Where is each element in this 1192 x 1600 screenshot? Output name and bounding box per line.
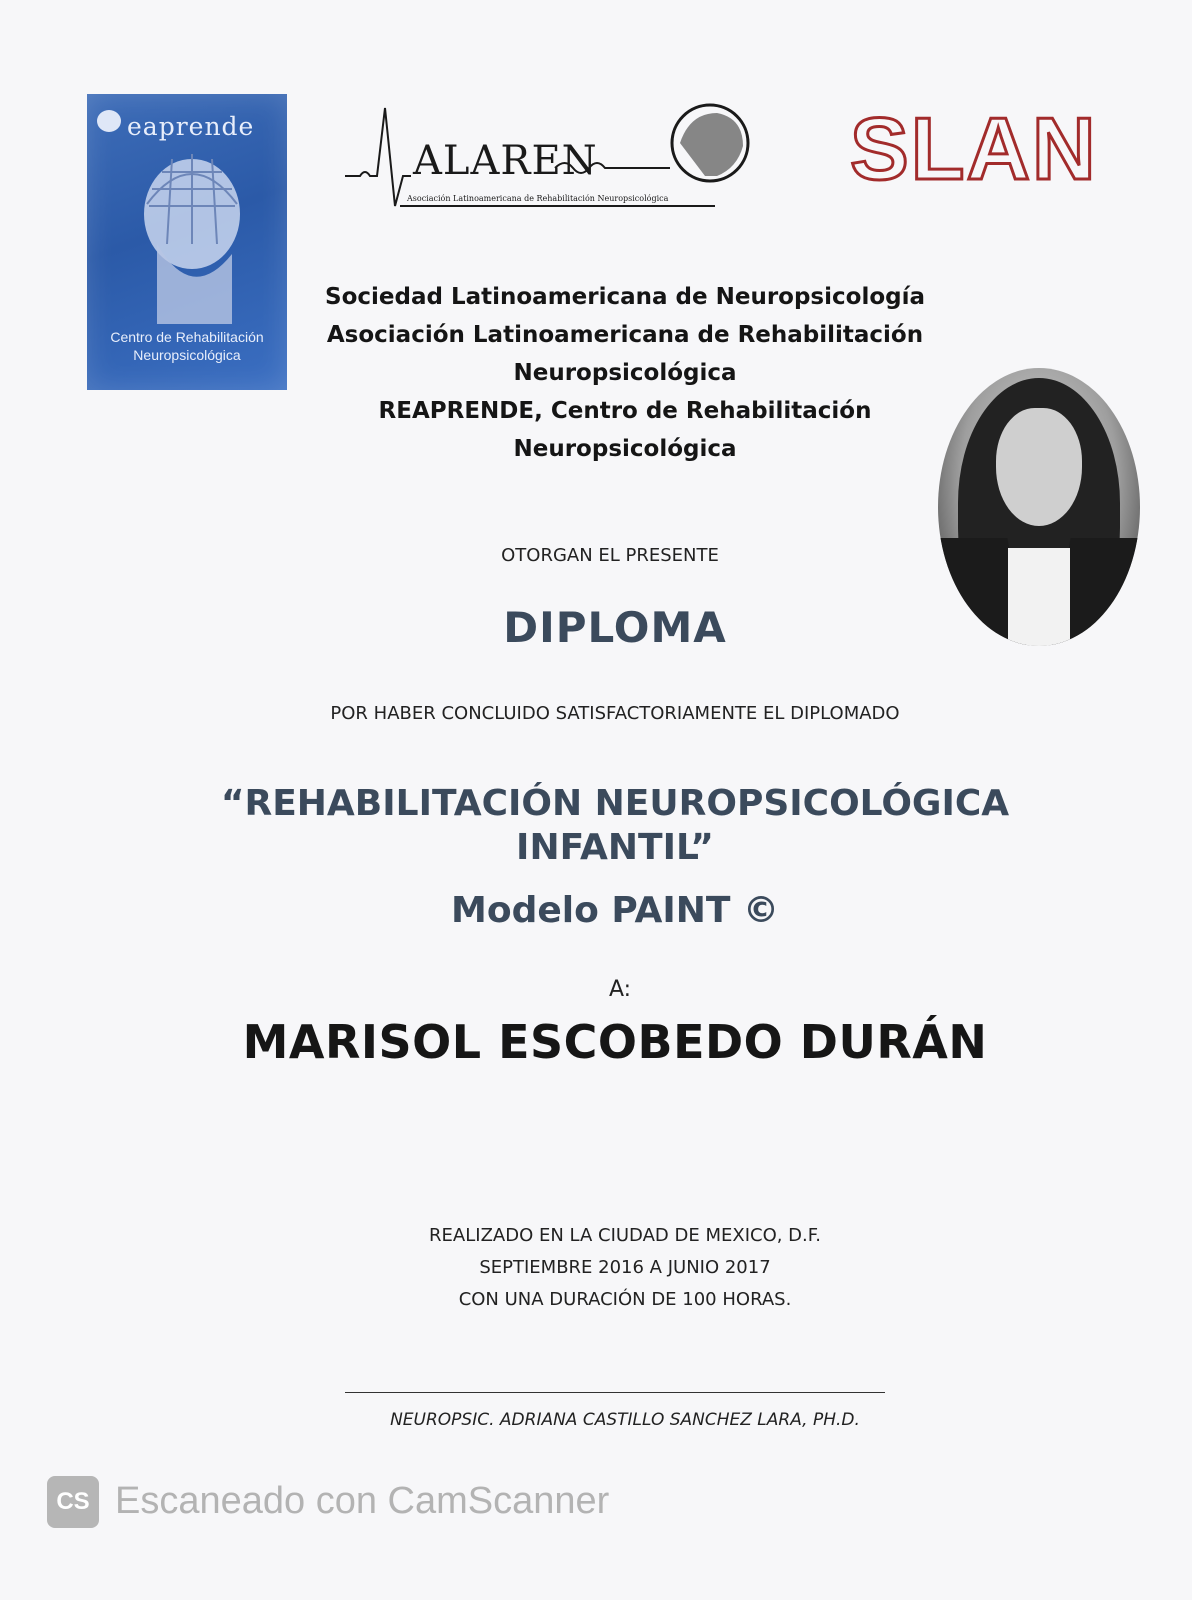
concluded-text: POR HABER CONCLUIDO SATISFACTORIAMENTE EL DIPLOMADO (330, 703, 900, 724)
diploma-title: DIPLOMA (503, 603, 727, 652)
details-block (300, 1220, 950, 1316)
reaprende-caption (87, 328, 287, 364)
recipient-photo (938, 368, 1140, 646)
reaprende-logo (87, 94, 287, 390)
brain-icon (97, 110, 121, 132)
alaren-wordmark: ALAREN (413, 138, 598, 184)
alaren-subtitle: Asociación Latinoamericana de Rehabilitación Neuropsicológica (407, 194, 669, 203)
issuers-block (300, 278, 950, 468)
reaprende-caption-line1: Centro de Rehabilitación (110, 329, 264, 345)
alaren-logo (345, 98, 775, 213)
slan-wordmark: SLAN (850, 99, 1098, 198)
details-line: SEPTIEMBRE 2016 A JUNIO 2017 (479, 1257, 771, 1278)
details-line: CON UNA DURACIÓN DE 100 HORAS. (458, 1289, 792, 1310)
signature-line (345, 1392, 885, 1393)
camscanner-icon: CS (47, 1476, 99, 1528)
recipient-name: MARISOL ESCOBEDO DURÁN (242, 1015, 988, 1069)
course-model: Modelo PAINT © (451, 890, 779, 931)
details-line: REALIZADO EN LA CIUDAD DE MEXICO, D.F. (429, 1225, 821, 1246)
slan-logo (850, 99, 1098, 199)
issuer-line: Asociación Latinoamericana de Rehabilitación (326, 322, 924, 348)
course-title-line1: “REHABILITACIÓN NEUROPSICOLÓGICA (220, 783, 1010, 824)
issuer-line: Neuropsicológica (513, 436, 737, 462)
issuer-line: REAPRENDE, Centro de Rehabilitación (378, 398, 872, 424)
reaprende-caption-line2: Neuropsicológica (133, 347, 241, 363)
otorgan-text: OTORGAN EL PRESENTE (501, 545, 719, 566)
issuer-line: Neuropsicológica (513, 360, 737, 386)
to-label: A: (608, 977, 632, 1002)
reaprende-brand: eaprende (127, 112, 255, 141)
signer-name: NEUROPSIC. ADRIANA CASTILLO SANCHEZ LARA, PH.D. (390, 1410, 860, 1430)
issuer-line: Sociedad Latinoamericana de Neuropsicología (325, 284, 925, 310)
head-profile-icon (137, 144, 247, 324)
course-title-line2: INFANTIL” (516, 827, 714, 868)
watermark-text: Escaneado con CamScanner (115, 1480, 610, 1522)
course-title (180, 782, 1050, 870)
